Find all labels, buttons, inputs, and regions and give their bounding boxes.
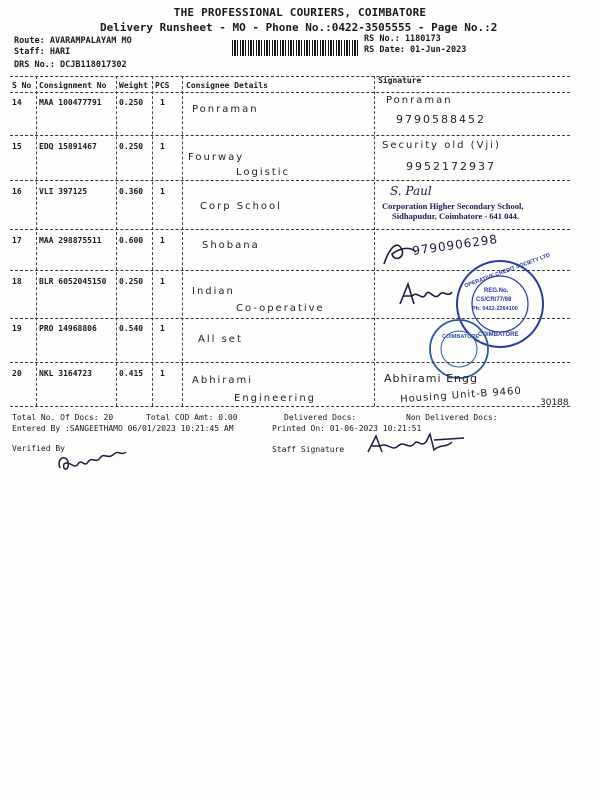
column-divider [374,76,375,406]
row-consignment-no: EDQ 15891467 [39,142,97,151]
total-docs: Total No. Of Docs: 20 [12,413,114,422]
row-sno: 15 [12,142,22,151]
row-pcs: 1 [160,142,165,151]
seal-reg-number: CS/CR/77/98 [476,297,512,303]
row-consignment-no: BLR 6052045150 [39,277,107,286]
route-label: Route: AVARAMPALAYAM MO [14,36,132,46]
seal-phone: Ph: 0422-2264100 [472,306,518,312]
row-pcs: 1 [160,324,165,333]
entered-by: Entered By :SANGEETHAMO 06/01/2023 10:21:45 AM [12,424,234,433]
row-consignment-no: VLI 397125 [39,187,88,196]
row-consignee: Corp School [200,201,282,212]
row-phone: 9790588452 [396,113,486,126]
row-pcs: 1 [160,98,165,107]
rs-date: RS Date: 01-Jun-2023 [364,45,467,55]
row-consignment-no: MAA 298875511 [39,236,102,245]
handwritten-signature [396,280,456,308]
total-cod: Total COD Amt: 0.00 [146,413,238,422]
row-consignee: Shobana [202,240,260,251]
col-header-pcs: PCS [155,81,170,90]
row-signature: Security old (Vji) [382,140,501,151]
col-header-consignment: Consignment No [39,81,107,90]
seal-city: COIMBATORE [478,332,519,338]
row-pcs: 1 [160,277,165,286]
company-seal-stamp [428,318,490,380]
column-divider [152,76,153,406]
non-delivered-docs: Non Delivered Docs: [406,413,498,422]
school-stamp-line2: Sidhapudur, Coimbatore - 641 044. [392,211,520,221]
staff-label: Staff: HARI [14,47,71,57]
row-weight: 0.415 [119,369,144,378]
table-header-rule [10,92,570,93]
row-signature-line3: 30188 [540,398,569,408]
row-weight: 0.250 [119,98,144,107]
row-consignee: Abhirami [192,375,254,386]
col-header-sno: S No [12,81,32,90]
row-weight: 0.250 [119,277,144,286]
delivered-docs: Delivered Docs: [284,413,357,422]
drs-number: DRS No.: DCJB118017302 [14,60,127,70]
col-header-signature: Signature [378,76,422,85]
col-header-consignee: Consignee Details [186,81,268,90]
row-sno: 14 [12,98,22,107]
row-consignee: Indian [192,286,235,297]
row-phone: 9790906298 [411,232,499,258]
rs-number: RS No.: 1180173 [364,34,441,44]
row-weight: 0.540 [119,324,144,333]
col-header-weight: Weight [119,81,148,90]
seal-reg-label: REG.No. [484,288,509,294]
row-weight: 0.360 [119,187,144,196]
company-title: THE PROFESSIONAL COURIERS, COIMBATORE [173,6,427,19]
row-sno: 17 [12,236,22,245]
row-consignee: Ponraman [192,104,259,115]
column-divider [116,76,117,406]
verifier-signature [52,440,132,480]
table-top-rule [10,76,570,77]
row-pcs: 1 [160,369,165,378]
row-consignment-no: PRO 14968806 [39,324,97,333]
row-rule [10,362,570,363]
column-divider [36,76,37,406]
row-consignee-line2: Logistic [236,167,291,178]
row-consignee: Fourway [188,152,245,163]
row-consignment-no: MAA 100477791 [39,98,102,107]
row-signature: Abhirami Engg [384,372,478,385]
runsheet-subtitle: Delivery Runsheet - MO - Phone No.:0422-3505555 - Page No.:2 [100,21,498,34]
barcode [232,40,358,56]
row-signature: S. Paul [390,184,432,198]
verified-by-label: Verified By [12,444,65,453]
row-sno: 19 [12,324,22,333]
row-sno: 16 [12,187,22,196]
column-divider [182,76,183,406]
printed-on: Printed On: 01-06-2023 10:21:51 [272,424,422,433]
row-consignee: All set [198,334,243,345]
row-signature: Ponraman [386,95,453,106]
staff-signature-label: Staff Signature [272,445,345,454]
row-weight: 0.250 [119,142,144,151]
row-signature-line2: Housing Unit-B 9460 [399,385,523,406]
row-sno: 20 [12,369,22,378]
row-consignment-no: NKL 3164723 [39,369,92,378]
row-consignee-line2: Engineering [234,393,316,404]
staff-signature [364,430,474,460]
row-pcs: 1 [160,187,165,196]
seal2-city: COIMBATORE [442,334,480,340]
table-bottom-rule [10,406,570,407]
row-sno: 18 [12,277,22,286]
row-weight: 0.600 [119,236,144,245]
row-phone: 9952172937 [406,160,496,173]
row-pcs: 1 [160,236,165,245]
school-stamp-line1: Corporation Higher Secondary School, [382,201,524,211]
row-consignee-line2: Co-operative [236,303,325,314]
row-rule [10,180,570,181]
row-rule [10,135,570,136]
row-rule [10,229,570,230]
seal-ring-text: OPERATIVE CREDIT SOCIETY LTD [463,252,552,290]
